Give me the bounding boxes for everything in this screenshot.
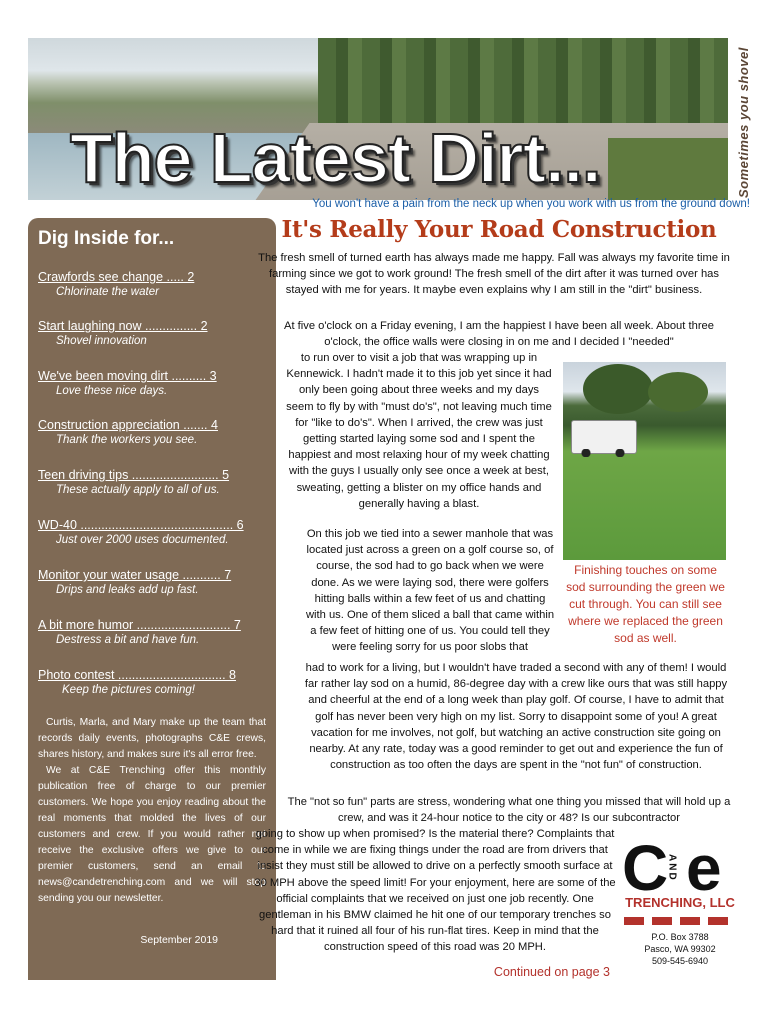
toc-item-desc: Keep the pictures coming!	[62, 684, 195, 696]
article-paragraph-2: to run over to visit a job that was wrapping up in Kennewick. I hadn't made it to this job yet since it had only been going about three weeks and my days seem to fly by with "must do's", not leaving much time for "like to do's". When I arrived, the crew was just getting started laying some sod and I spent the happiest and most relaxing hour of my week chatting with the guys I usually only see once a week at best, sweating, getting a blister on my office hands and generally having a blast.	[286, 352, 552, 510]
continued-link[interactable]: Continued on page 3	[493, 965, 610, 979]
side-tagline-text: Sometimes you shovel	[736, 47, 751, 198]
toc-item[interactable]	[38, 418, 268, 446]
toc-item-title[interactable]: A bit more humor ........................... 7	[38, 618, 241, 632]
photo-caption: Finishing touches on some sod surrounding the green we cut through. You can still see where we replaced the green sod as well.	[566, 563, 725, 645]
tree	[583, 364, 653, 414]
toc-item[interactable]	[38, 668, 268, 696]
logo-letter-e: e	[686, 836, 722, 896]
toc-item-desc: Drips and leaks add up fast.	[56, 584, 199, 596]
toc-item-desc: Thank the workers you see.	[56, 434, 198, 446]
toc-item-desc: Love these nice days.	[56, 385, 168, 397]
sidebar-title: Dig Inside for...	[38, 228, 175, 249]
ce-logo-mark-icon	[620, 836, 740, 896]
article-paragraph-1: The fresh smell of turned earth has always made me happy. Fall was always my favorite time in farming since we got to work ground! The fresh smell of the dirt after it was turned over has stayed with me for years. It maybe even explains why I am still in the "dirt" business.	[258, 252, 730, 297]
article-paragraph-3-wrap: On this job we tied into a sewer manhole that was located just across a green on a golf course so, of course, the sod had to go back when we were done. As we were laying sod, there were golfers hitting balls within a few feet of us and chatting with us. One of them sliced a ball that came within a few feet of hitting one of us. You could tell they were feeling sorry for us poor slobs that	[305, 528, 555, 654]
address-city: Pasco, WA 99302	[644, 944, 716, 954]
toc-item-title[interactable]: WD-40 ............................................ 6	[38, 518, 244, 532]
equipment-row-icon	[622, 914, 738, 928]
sidebar-note-subscription: We at C&E Trenching offer this monthly publication free of charge to our premier customers. We hope you enjoy reading about the real moments that molded the lives of our customers and crew. If you would rather not receive the exclusive offers we give to our premier customers, send an email to news@candetrenching.com and we will stop sending you our newsletter.	[38, 765, 266, 904]
logo-letter-c: C	[622, 836, 669, 896]
issue-date: September 2019	[140, 934, 218, 946]
article-paragraph-3: had to work for a living, but I wouldn't have traded a second with any of them! I would far rather lay sod on a humid, 86-degree day with a crew like ours that was still happy and cheerful at the end of a long week than play golf. Of course, I have to admit that golf has never been very high on my list. Sorry to disappoint some of you! A great vacation for me involves, not golf, but watching an active construction site going on nearby. At any rate, today was a good reminder to get out and experience the fun of construction as too often the days are spent in the "not fun" of construction.	[304, 662, 728, 772]
toc-item-desc: Chlorinate the water	[56, 286, 159, 298]
logo-and: AND	[666, 854, 678, 882]
sod-photo	[563, 362, 726, 560]
toc-item[interactable]	[38, 270, 268, 298]
article-paragraph-4: going to show up when promised? Is the material there? Complaints that come in while we are fixing things under the road are from drivers that insist they must still be allowed to drive on a perfectly smooth surface at 30 MPH above the speed limit! For your enjoyment, here are some of the official complaints that we received on just one job recently. One gentleman in his BMW claimed he hit one of our temporary trenches so hard that it ruined all four of his run-flat tires. Keep in mind that the construction speed of this road was 20 MPH.	[254, 828, 616, 954]
sidebar-note	[38, 715, 266, 907]
toc-item[interactable]	[38, 618, 268, 646]
toc-item[interactable]	[38, 518, 268, 546]
side-tagline	[736, 28, 756, 198]
toc-item-title[interactable]: Construction appreciation ....... 4	[38, 418, 218, 432]
toc-item[interactable]	[38, 468, 268, 496]
masthead-title: The Latest Dirt...	[70, 119, 601, 197]
toc-item-title[interactable]: We've been moving dirt .......... 3	[38, 369, 217, 383]
work-truck	[571, 420, 637, 454]
article-headline: It's Really Your Road Construction	[281, 216, 717, 243]
sidebar-note-team: Curtis, Marla, and Mary make up the team that records daily events, photographs C&E crews, shares history, and makes sure it's all error free.	[38, 717, 266, 760]
toc-item-desc: These actually apply to all of us.	[56, 484, 220, 496]
toc-item[interactable]	[38, 369, 268, 397]
masthead-tagline: You won't have a pain from the neck up when you work with us from the ground down!	[312, 198, 750, 210]
toc-item-title[interactable]: Photo contest ............................... 8	[38, 668, 236, 682]
toc-item-title[interactable]: Monitor your water usage ........... 7	[38, 568, 232, 582]
toc-item[interactable]	[38, 319, 268, 347]
article-paragraph-4-intro: The "not so fun" parts are stress, wondering what one thing you missed that will hold up a crew, and was it 24-hour notice to the city or 48? Is our subcontractor	[287, 796, 731, 825]
toc-item-desc: Destress a bit and have fun.	[56, 634, 200, 646]
article-paragraph-2-intro: At five o'clock on a Friday evening, I am the happiest I have been all week. About three o'clock, the office walls were closing in on me and I decided I "needed"	[283, 320, 714, 349]
toc-item-title[interactable]: Teen driving tips ......................... 5	[38, 468, 230, 482]
toc-item-title[interactable]: Crawfords see change ..... 2	[38, 270, 195, 284]
company-phone: 509-545-6940	[651, 956, 709, 966]
sidebar	[28, 218, 276, 980]
toc-item-title[interactable]: Start laughing now ............... 2	[38, 319, 208, 333]
company-name: TRENCHING, LLC	[625, 895, 735, 910]
toc-item-desc: Shovel innovation	[56, 335, 147, 347]
toc-item[interactable]	[38, 568, 268, 596]
company-address	[620, 931, 740, 967]
tree	[648, 372, 708, 412]
toc-item-desc: Just over 2000 uses documented.	[56, 534, 229, 546]
address-po-box: P.O. Box 3788	[651, 932, 709, 942]
